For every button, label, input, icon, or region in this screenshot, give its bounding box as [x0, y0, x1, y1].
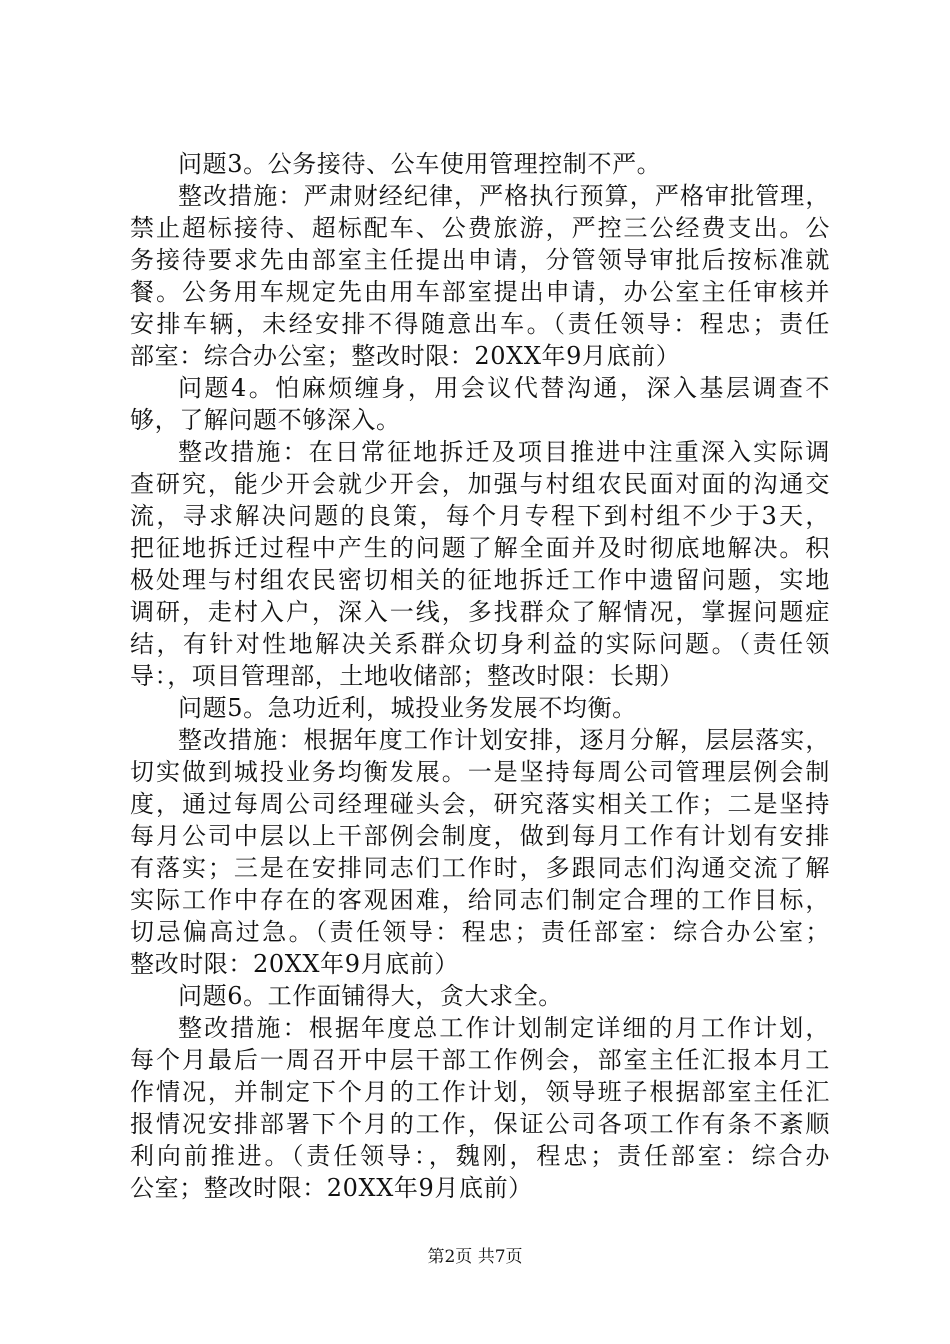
- issue-6-measures-line: 利向前推进。（责任领导：，魏刚，程忠；责任部室：综合办: [130, 1142, 830, 1170]
- issue-4-measures-line: 查研究，能少开会就少开会，加强与村组农民面对面的沟通交: [130, 470, 830, 498]
- issue-3-measures-line: 部室：综合办公室；整改时限：20XX年9月底前）: [130, 342, 681, 370]
- issue-5-measures-line: 实际工作中存在的客观困难，给同志们制定合理的工作目标，: [130, 886, 830, 914]
- issue-3-heading: 问题3。公务接待、公车使用管理控制不严。: [178, 150, 662, 178]
- issue-5-measures-line: 切忌偏高过急。（责任领导：程忠；责任部室：综合办公室；: [130, 918, 830, 946]
- issue-5-measures-line: 切实做到城投业务均衡发展。一是坚持每周公司管理层例会制: [130, 758, 830, 786]
- issue-5-measures-line: 有落实；三是在安排同志们工作时，多跟同志们沟通交流了解: [130, 854, 830, 882]
- issue-5-measures-line: 整改时限：20XX年9月底前）: [130, 950, 459, 978]
- issue-6-measures-line: 报情况安排部署下个月的工作，保证公司各项工作有条不紊顺: [130, 1110, 830, 1138]
- issue-4-measures-line: 极处理与村组农民密切相关的征地拆迁工作中遗留问题，实地: [130, 566, 830, 594]
- document-body: [130, 148, 830, 1204]
- issue-4-measures-line: 把征地拆迁过程中产生的问题了解全面并及时彻底地解决。积: [130, 534, 830, 562]
- issue-4-measures-line: 调研，走村入户，深入一线，多找群众了解情况，掌握问题症: [130, 598, 830, 626]
- issue-6-heading: 问题6。工作面铺得大，贪大求全。: [178, 982, 563, 1010]
- issue-3-measures-line: 禁止超标接待、超标配车、公费旅游，严控三公经费支出。公: [130, 214, 830, 242]
- issue-6-measures-line: 作情况，并制定下个月的工作计划，领导班子根据部室主任汇: [130, 1078, 830, 1106]
- issue-4-heading: 问题4。怕麻烦缠身，用会议代替沟通，深入基层调查不: [178, 374, 830, 402]
- issue-5-measures-line: 整改措施：根据年度工作计划安排，逐月分解，层层落实，: [178, 726, 830, 754]
- issue-4-measures-line: 整改措施：在日常征地拆迁及项目推进中注重深入实际调: [178, 438, 830, 466]
- issue-5-measures-line: 每月公司中层以上干部例会制度，做到每月工作有计划有安排: [130, 822, 830, 850]
- issue-4-measures-line: 导：，项目管理部，土地收储部；整改时限：长期）: [130, 662, 684, 690]
- issue-6-measures-line: 公室；整改时限：20XX年9月底前）: [130, 1174, 533, 1202]
- issue-5-measures-line: 度，通过每周公司经理碰头会，研究落实相关工作；二是坚持: [130, 790, 830, 818]
- issue-3-measures-line: 务接待要求先由部室主任提出申请，分管领导审批后按标准就: [130, 246, 830, 274]
- issue-4-measures-line: 流，寻求解决问题的良策，每个月专程下到村组不少于3天，: [130, 502, 830, 530]
- issue-3-measures-line: 餐。公务用车规定先由用车部室提出申请，办公室主任审核并: [130, 278, 830, 306]
- issue-5-heading: 问题5。急功近利，城投业务发展不均衡。: [178, 694, 637, 722]
- page-number-footer: 第2页 共7页: [427, 1247, 523, 1267]
- issue-3-measures-line: 安排车辆，未经安排不得随意出车。（责任领导：程忠；责任: [130, 310, 830, 338]
- issue-4-heading: 够，了解问题不够深入。: [130, 406, 401, 434]
- issue-6-measures-line: 每个月最后一周召开中层干部工作例会，部室主任汇报本月工: [130, 1046, 830, 1074]
- issue-4-measures-line: 结，有针对性地解决关系群众切身利益的实际问题。（责任领: [130, 630, 830, 658]
- issue-6-measures-line: 整改措施：根据年度总工作计划制定详细的月工作计划，: [178, 1014, 830, 1042]
- issue-3-measures-line: 整改措施：严肃财经纪律，严格执行预算，严格审批管理，: [178, 182, 830, 210]
